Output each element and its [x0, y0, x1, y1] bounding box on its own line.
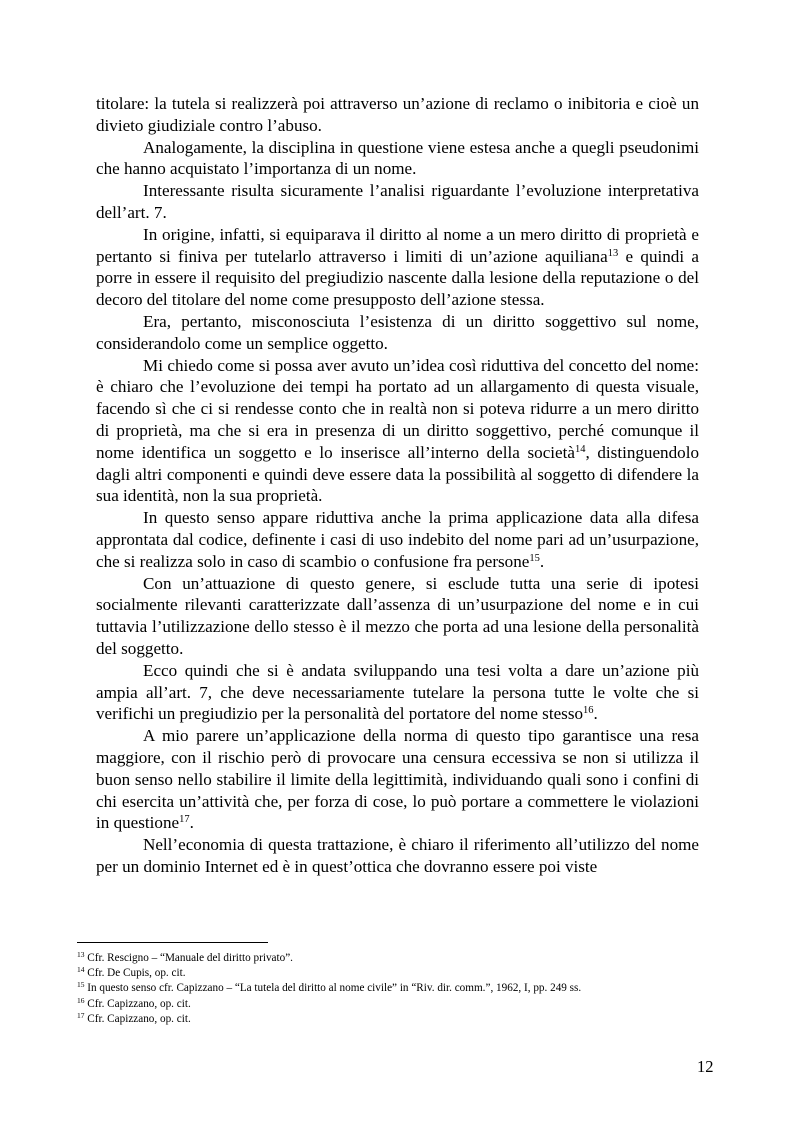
footnotes	[77, 951, 717, 1027]
footnote-text: In questo senso cfr. Capizzano – “La tutela del diritto al nome civile” in “Riv. dir. comm.”, 1962, I, pp. 249 ss.	[84, 982, 582, 995]
footnote-number: 16	[77, 995, 85, 1005]
paragraph-text: Interessante risulta sicuramente l’analisi riguardante l’evoluzione interpretativa dell’art. 7.	[96, 181, 699, 222]
page-number: 12	[697, 1057, 714, 1076]
footnote-reference[interactable]: 17	[179, 814, 190, 826]
footnote	[77, 951, 717, 966]
footnote-number: 15	[77, 980, 85, 990]
page-body	[96, 93, 699, 878]
paragraph-text: In origine, infatti, si equiparava il diritto al nome a un mero diritto di proprietà e pertanto si finiva per tutelarlo attraverso i limiti di un’azione aquiliana	[96, 224, 699, 266]
footnote-number: 17	[77, 1010, 85, 1020]
paragraph-text: titolare: la tutela si realizzerà poi attraverso un’azione di reclamo o inibitoria e cioè un divieto giudiziale contro l’abuso.	[96, 94, 699, 135]
paragraph	[96, 507, 699, 572]
paragraph	[96, 224, 699, 311]
footnote-reference[interactable]: 14	[574, 443, 586, 455]
paragraph-text: .	[539, 551, 545, 571]
paragraph-text: e quindi a porre in essere il requisito del pregiudizio nascente dalla lesione della reputazione o del decoro del titolare del nome come presupposto dell’azione stessa.	[96, 246, 699, 310]
paragraph-text: .	[189, 813, 194, 833]
paragraph-text: Analogamente, la disciplina in questione viene estesa anche a quegli pseudonimi che hanno acquistato l’importanza di un nome.	[96, 137, 699, 179]
paragraph	[96, 834, 699, 878]
footnote-text: Cfr. Capizzano, op. cit.	[84, 1012, 191, 1025]
footnote-text: Cfr. Capizzano, op. cit.	[84, 997, 191, 1010]
paragraph	[96, 355, 699, 508]
paragraph	[96, 93, 699, 137]
paragraph-text: Con un’attuazione di questo genere, si esclude tutta una serie di ipotesi socialmente rilevanti caratterizzate dall’assenza di un’usurpazione del nome e in cui tuttavia l’utilizzazione dello stesso è il mezzo che porta ad una lesione della personalità del soggetto.	[96, 573, 699, 658]
paragraph	[96, 725, 699, 834]
footnote-reference[interactable]: 16	[583, 705, 594, 717]
footnote	[77, 1012, 717, 1027]
body-text	[96, 93, 699, 878]
paragraph	[96, 573, 699, 660]
paragraph-text: , distinguendolo dagli altri componenti e quindi deve essere data la possibilità al soggetto di difendere la sua identità, non la sua proprietà.	[96, 442, 699, 506]
paragraph-text: A mio parere un’applicazione della norma di questo tipo garantisce una resa maggiore, con il rischio però di provocare una censura eccessiva se non si utilizza il buon senso nello stabilire il limite della legittimità, individuando quali sono i confini di chi esercita un’attività che, per forza di cose, lo può portare a commettere le violazioni in questione	[96, 726, 699, 833]
footnote-separator	[77, 942, 268, 943]
footnote-text: Cfr. Rescigno – “Manuale del diritto privato”.	[84, 952, 293, 964]
footnote-text: Cfr. De Cupis, op. cit.	[84, 967, 186, 980]
paragraph-text: Nell’economia di questa trattazione, è chiaro il riferimento all’utilizzo del nome per un dominio Internet ed è in quest’ottica che dovranno essere poi viste	[96, 835, 699, 876]
footnote-number: 13	[77, 950, 85, 959]
paragraph-text: Ecco quindi che si è andata sviluppando una tesi volta a dare un’azione più ampia all’art. 7, che deve necessariamente tutelare la persona tutte le volte che si verifichi un pregiudizio per la personalità del portatore del nome stesso	[96, 660, 699, 724]
paragraph	[96, 660, 699, 725]
paragraph	[96, 180, 699, 224]
paragraph-text: In questo senso appare riduttiva anche la prima applicazione data alla difesa approntata dal codice, definente i casi di uso indebito del nome pari ad un’usurpazione, che si realizza solo in caso di scambio o confusione fra persone	[96, 508, 699, 571]
footnote	[77, 997, 717, 1012]
footnote	[77, 981, 717, 996]
footnote-number: 14	[77, 965, 85, 975]
footnote	[77, 966, 717, 981]
paragraph-text: Mi chiedo come si possa aver avuto un’idea così riduttiva del concetto del nome: è chiaro che l’evoluzione dei tempi ha portato ad un allargamento di questa visuale, facendo sì che ci si rendesse conto che in realtà non si poteva ridurre a un mero diritto di proprietà, ma che si era in presenza di un diritto soggettivo, perché comunque il nome identifica un soggetto e lo inserisce all’interno della società	[96, 355, 699, 462]
paragraph-text: Era, pertanto, misconosciuta l’esistenza di un diritto soggettivo sul nome, considerandolo come un semplice oggetto.	[96, 311, 699, 353]
paragraph	[96, 311, 699, 355]
footnote-reference[interactable]: 15	[529, 552, 540, 564]
paragraph	[96, 137, 699, 181]
paragraph-text: .	[593, 704, 598, 724]
footnote-reference[interactable]: 13	[607, 247, 619, 259]
